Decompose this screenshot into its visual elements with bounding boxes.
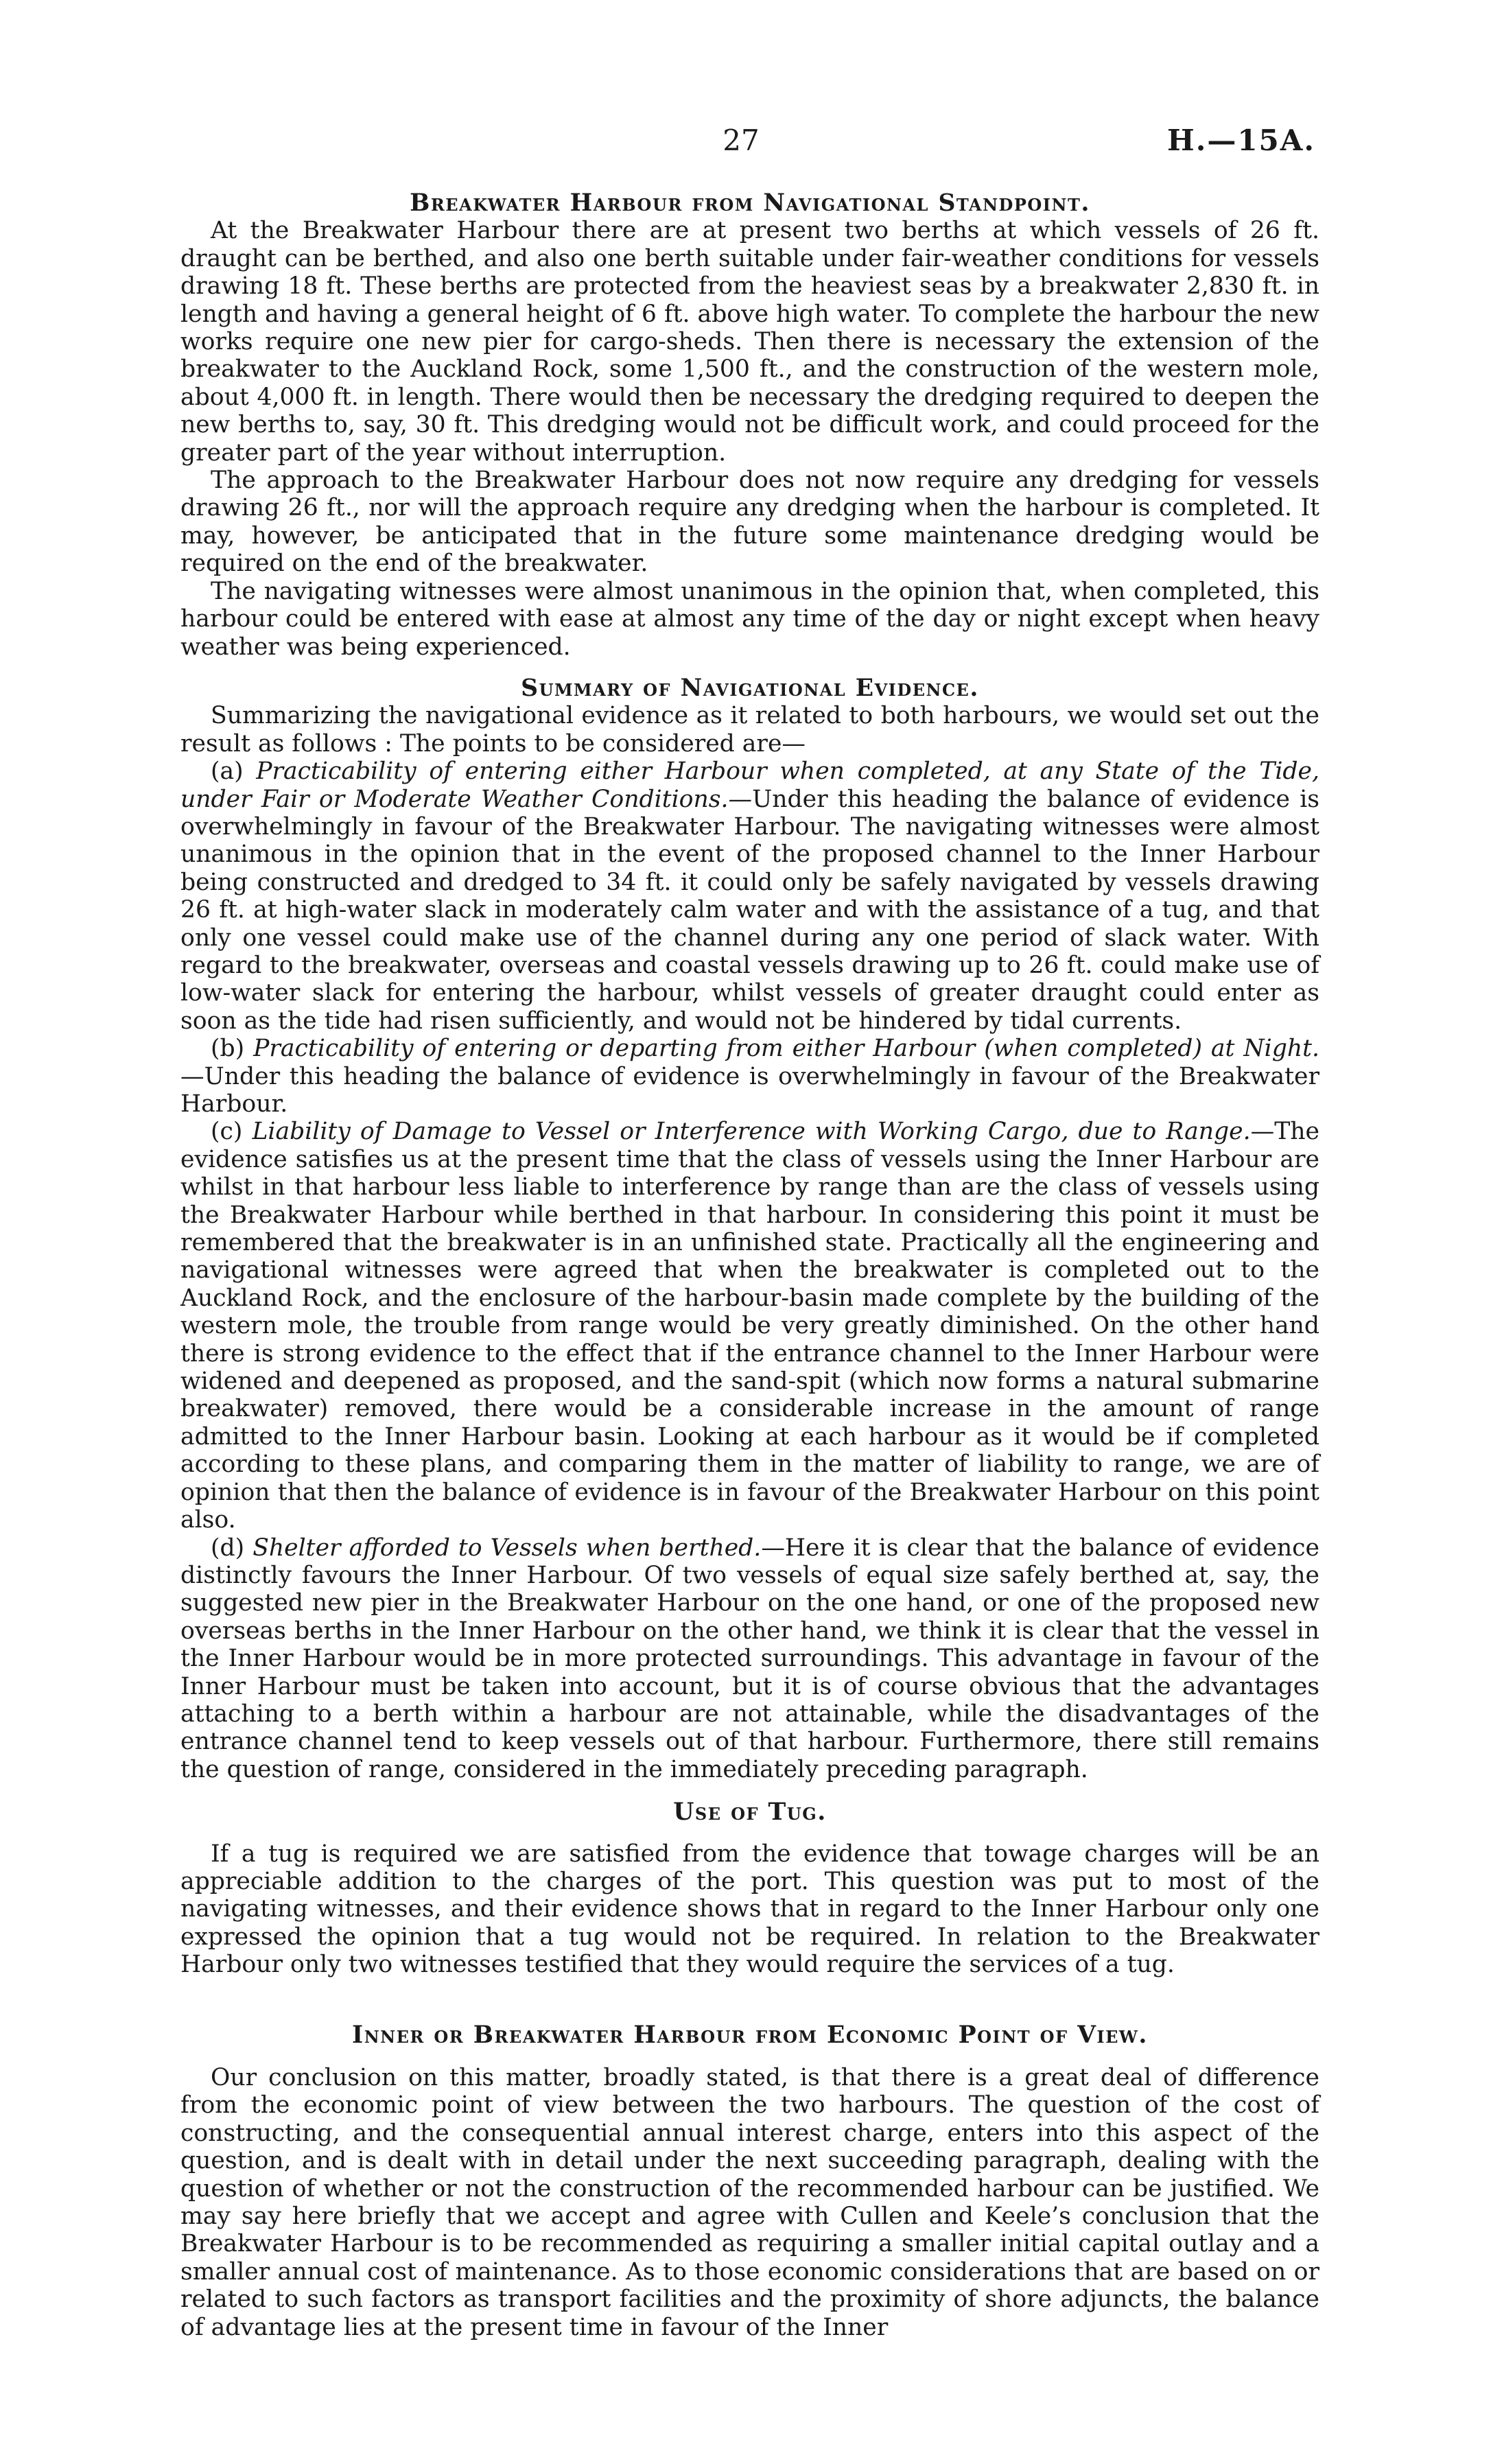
document-reference: H.—15A. — [1167, 124, 1315, 157]
document-body — [180, 184, 1319, 2341]
item-title: Shelter afforded to Vessels when berthed. — [253, 1534, 762, 1562]
paragraph: Our conclusion on this matter, broadly stated, is that there is a great deal of difference from the economic point of view between the two harbours. The question of the cost of constructing, and the consequential annual interest charge, enters into this aspect of the question, and is dealt with in detail under the next succeeding paragraph, dealing with the question of whether or not the construction of the recommended harbour can be justified. We may say here briefly that we accept and agree with Cullen and Keele’s conclusion that the Breakwater Harbour is to be recommended as requiring a smaller initial capital outlay and a smaller annual cost of maintenance. As to those economic considerations that are based on or related to such factors as transport facilities and the proximity of shore adjuncts, the balance of advantage lies at the present time in favour of the Inner — [180, 2064, 1319, 2341]
item-title: Liability of Damage to Vessel or Interference with Working Cargo, due to Range. — [252, 1118, 1251, 1146]
item-text: —Under this heading the balance of evidence is overwhelmingly in favour of the Breakwater Harbour. — [180, 1062, 1319, 1118]
item-title: Practicability of entering either Harbour when completed, at any State of the Tide, under Fair or Moderate Weather Conditions. — [180, 758, 1319, 813]
paragraph: Summarizing the navigational evidence as it related to both harbours, we would set out the result as follows : The points to be considered are— — [180, 702, 1319, 758]
page-number: 27 — [723, 124, 760, 157]
list-item-b — [180, 1035, 1319, 1118]
list-item-d — [180, 1534, 1319, 1784]
item-label: (d) — [211, 1534, 245, 1562]
section-heading-tug: Use of Tug. — [673, 1798, 827, 1827]
item-title: Practicability of entering or departing from either Harbour (when completed) at Night. — [253, 1035, 1319, 1063]
section-heading-economic: Inner or Breakwater Harbour from Economic Point of View. — [352, 2021, 1148, 2049]
item-text: —Under this heading the balance of evidence is overwhelmingly in favour of the Breakwater Harbour. The navigating witnesses were almost unanimous in the opinion that in the event of the proposed channel to the Inner Harbour being constructed and dredged to 34 ft. it could only be safely navigated by vessels drawing 26 ft. at high-water slack in moderately calm water and with the assistance of a tug, and that only one vessel could make use of the channel during any one period of slack water. With regard to the breakwater, overseas and coastal vessels drawing up to 26 ft. could make use of low-water slack for entering the harbour, whilst vessels of greater draught could enter as soon as the tide had risen sufficiently, and would not be hindered by tidal currents. — [180, 785, 1319, 1035]
paragraph: If a tug is required we are satisfied from the evidence that towage charges will be an appreciable addition to the charges of the port. This question was put to most of the navigating witnesses, and their evidence shows that in regard to the Inner Harbour only one expressed the opinion that a tug would not be required. In relation to the Breakwater Harbour only two witnesses testified that they would require the services of a tug. — [180, 1840, 1319, 1979]
section-heading-breakwater-navigational: Breakwater Harbour from Navigational Standpoint. — [410, 189, 1090, 217]
paragraph: The approach to the Breakwater Harbour does not now require any dredging for vessels drawing 26 ft., nor will the approach require any dredging when the harbour is completed. It may, however, be anticipated that in the future some maintenance dredging would be required on the end of the breakwater. — [180, 467, 1319, 578]
item-label: (a) — [211, 758, 244, 786]
item-label: (b) — [211, 1035, 245, 1063]
page-header — [0, 120, 1491, 168]
item-text: —The evidence satisfies us at the present time that the class of vessels using the Inner Harbour are whilst in that harbour less liable to interference by range than are the class of vessels using the Breakwater Harbour while berthed in that harbour. In considering this point it must be remembered that the breakwater is in an unfinished state. Practically all the engineering and navigational witnesses were agreed that when the breakwater is completed out to the Auckland Rock, and the enclosure of the harbour-basin made complete by the building of the western mole, the trouble from range would be very greatly diminished. On the other hand there is strong evidence to the effect that if the entrance channel to the Inner Harbour were widened and deepened as proposed, and the sand-spit (which now forms a natural submarine breakwater) removed, there would be a considerable increase in the amount of range admitted to the Inner Harbour basin. Looking at each harbour as it would be if completed according to these plans, and comparing them in the matter of liability to range, we are of opinion that then the balance of evidence is in favour of the Breakwater Harbour on this point also. — [180, 1118, 1319, 1534]
list-item-c — [180, 1118, 1319, 1534]
item-label: (c) — [211, 1118, 243, 1146]
section-heading-summary: Summary of Navigational Evidence. — [521, 674, 979, 702]
list-item-a — [180, 758, 1319, 1035]
paragraph: At the Breakwater Harbour there are at present two berths at which vessels of 26 ft. draught can be berthed, and also one berth suitable under fair-weather conditions for vessels drawing 18 ft. These berths are protected from the heaviest seas by a breakwater 2,830 ft. in length and having a general height of 6 ft. above high water. To complete the harbour the new works require one new pier for cargo-sheds. Then there is necessary the extension of the breakwater to the Auckland Rock, some 1,500 ft., and the construction of the western mole, about 4,000 ft. in length. There would then be necessary the dredging required to deepen the new berths to, say, 30 ft. This dredging would not be difficult work, and could proceed for the greater part of the year without interruption. — [180, 217, 1319, 467]
item-text: —Here it is clear that the balance of evidence distinctly favours the Inner Harbour. Of two vessels of equal size safely berthed at, say, the suggested new pier in the Breakwater Harbour on the one hand, or one of the proposed new overseas berths in the Inner Harbour on the other hand, we think it is clear that the vessel in the Inner Harbour would be in more protected surroundings. This advantage in favour of the Inner Harbour must be taken into account, but it is of course obvious that the advantages attaching to a berth within a harbour are not attainable, while the disadvantages of the entrance channel tend to keep vessels out of that harbour. Furthermore, there still remains the question of range, considered in the immediately preceding paragraph. — [180, 1534, 1320, 1783]
paragraph: The navigating witnesses were almost unanimous in the opinion that, when completed, this harbour could be entered with ease at almost any time of the day or night except when heavy weather was being experienced. — [180, 577, 1319, 661]
